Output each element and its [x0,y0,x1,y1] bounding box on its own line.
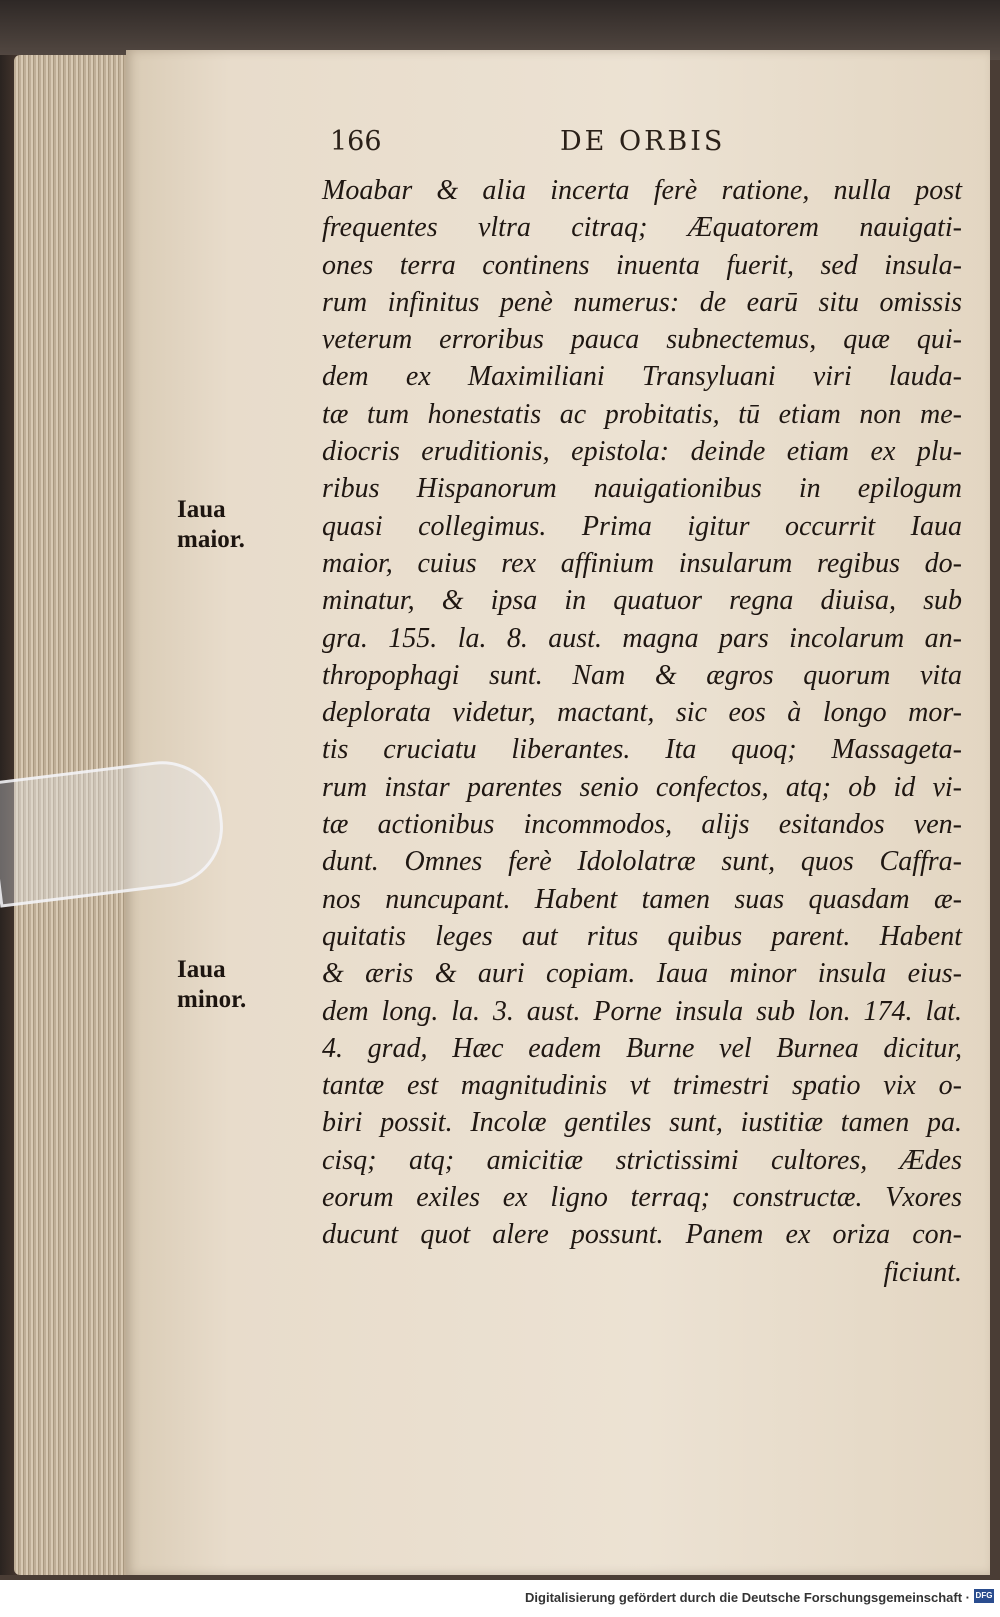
margin-note-iaua-maior [177,495,245,555]
text-line: quasi collegimus. Prima igitur occurrit Iaua [322,510,962,542]
text-line: deplorata videtur, mactant, sic eos à longo mor- [322,697,962,729]
page-header [330,126,950,162]
dfg-logo-icon: DFG [974,1589,994,1603]
text-line: ficiunt. [883,1256,962,1288]
text-line: 4. grad, Hæc eadem Burne vel Burnea dicitur, [322,1032,962,1064]
text-line: rum infinitus penè numerus: de earū situ omissis [322,286,962,318]
text-line: tis cruciatu liberantes. Ita quoq; Massageta- [322,734,962,766]
text-line: dem long. la. 3. aust. Porne insula sub lon. 174. lat. [322,995,962,1027]
text-line: nos nuncupant. Habent tamen suas quasdam æ- [322,883,962,915]
text-line: dem ex Maximiliani Transyluani viri lauda- [322,361,962,393]
text-line: & æris & auri copiam. Iaua minor insula eius- [322,958,962,990]
text-line: ribus Hispanorum nauigationibus in epilogum [322,473,962,505]
text-line: frequentes vltra citraq; Æquatorem nauigati- [322,212,962,244]
margin-note-line: Iaua [177,956,226,983]
text-line: tantæ est magnitudinis vt trimestri spatio vix o- [322,1070,962,1102]
margin-note-line: maior. [177,526,245,553]
text-line: biri possit. Incolæ gentiles sunt, iustitiæ tamen pa. [322,1107,962,1139]
text-line: minatur, & ipsa in quatuor regna diuisa, sub [322,585,962,617]
margin-note-line: minor. [177,986,247,1013]
text-line: tæ tum honestatis ac probitatis, tū etiam non me- [322,398,962,430]
text-line: dunt. Omnes ferè Idololatræ sunt, quos Caffra- [322,846,962,878]
text-line: ducunt quot alere possunt. Panem ex oriza con- [322,1219,962,1251]
text-line: tæ actionibus incommodos, alijs esitandos ven- [322,809,962,841]
text-line: quitatis leges aut ritus quibus parent. Habent [322,920,962,952]
text-line: veterum erroribus pauca subnectemus, quæ qui- [322,324,962,356]
text-line: gra. 155. la. 8. aust. magna pars incolarum an- [322,622,962,654]
text-line: Moabar & alia incerta ferè ratione, nulla post [322,175,962,206]
text-line: diocris eruditionis, epistola: deinde etiam ex plu- [322,436,962,468]
margin-note-line: Iaua [177,496,226,523]
body-text [322,172,962,1291]
digitization-credit: Digitalisierung gefördert durch die Deutsche Forschungsgemeinschaft · [525,1590,970,1605]
text-line: maior, cuius rex affinium insularum regibus do- [322,547,962,579]
margin-note-iaua-minor [177,955,246,1015]
text-line: ones terra continens inuenta fuerit, sed insula- [322,249,962,281]
page-number: 166 [330,126,382,157]
text-line: cisq; atq; amicitiæ strictissimi cultores, Ædes [322,1144,962,1176]
text-line: eorum exiles ex ligno terraq; constructæ. Vxores [322,1182,962,1214]
running-head: DE ORBIS [560,126,726,157]
text-line: thropophagi sunt. Nam & ægros quorum vita [322,659,962,691]
text-line: rum instar parentes senio confectos, atq; ob id vi- [322,771,962,803]
